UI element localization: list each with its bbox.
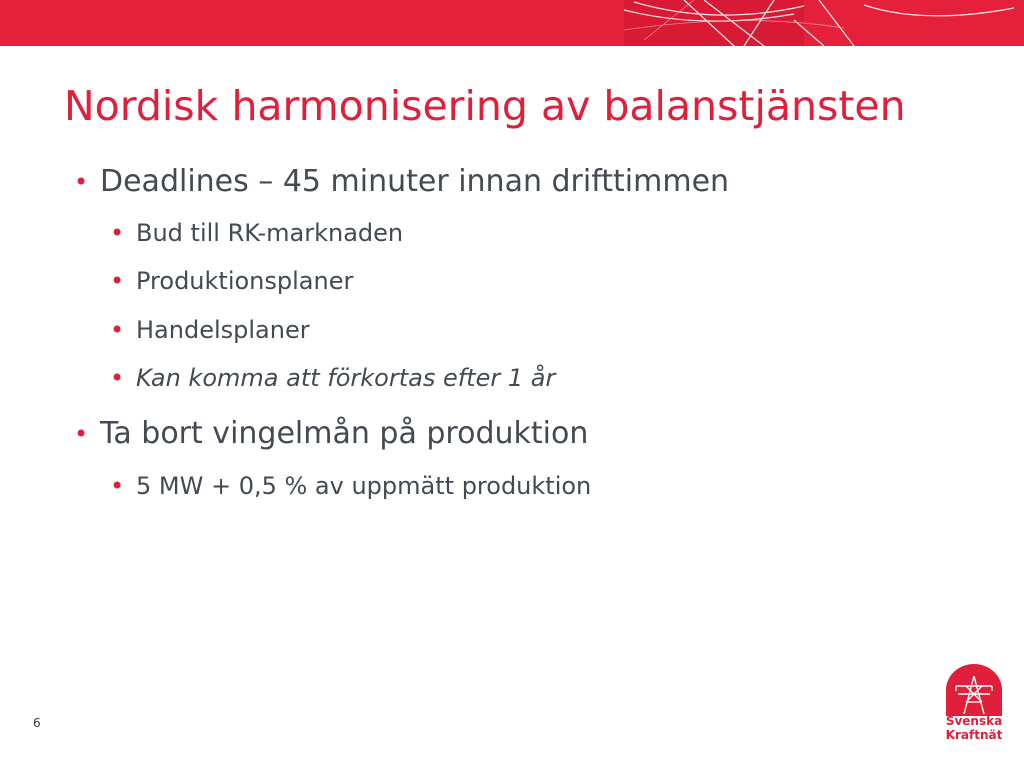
sub-bullet-icon: •: [110, 472, 125, 500]
svenska-kraftnat-logo: [936, 664, 1012, 756]
bullet-icon: •: [74, 168, 89, 196]
slide-title: Nordisk harmonisering av balanstjänsten: [64, 82, 906, 130]
page-number: 6: [33, 716, 41, 730]
bullet-item: Deadlines – 45 minuter innan drifttimmen: [100, 164, 730, 199]
sub-bullet-icon: •: [110, 267, 125, 295]
sub-bullet-item: Kan komma att förkortas efter 1 år: [136, 364, 556, 392]
pylon-emblem-icon: [936, 664, 1012, 718]
bullet-item: Ta bort vingelmån på produktion: [100, 416, 589, 451]
bullet-icon: •: [74, 420, 89, 448]
sub-bullet-item: Produktionsplaner: [136, 267, 354, 295]
sub-bullet-icon: •: [110, 219, 125, 247]
sub-bullet-item: Handelsplaner: [136, 316, 310, 344]
sub-bullet-icon: •: [110, 316, 125, 344]
sub-bullet-icon: •: [110, 364, 125, 392]
logo-line-1: Svenska: [945, 714, 1003, 728]
sub-bullet-item: Bud till RK-marknaden: [136, 219, 404, 247]
logo-line-2: Kraftnät: [945, 728, 1003, 742]
sub-bullet-item: 5 MW + 0,5 % av uppmätt produktion: [136, 472, 592, 500]
logo-wordmark: [936, 714, 1012, 742]
